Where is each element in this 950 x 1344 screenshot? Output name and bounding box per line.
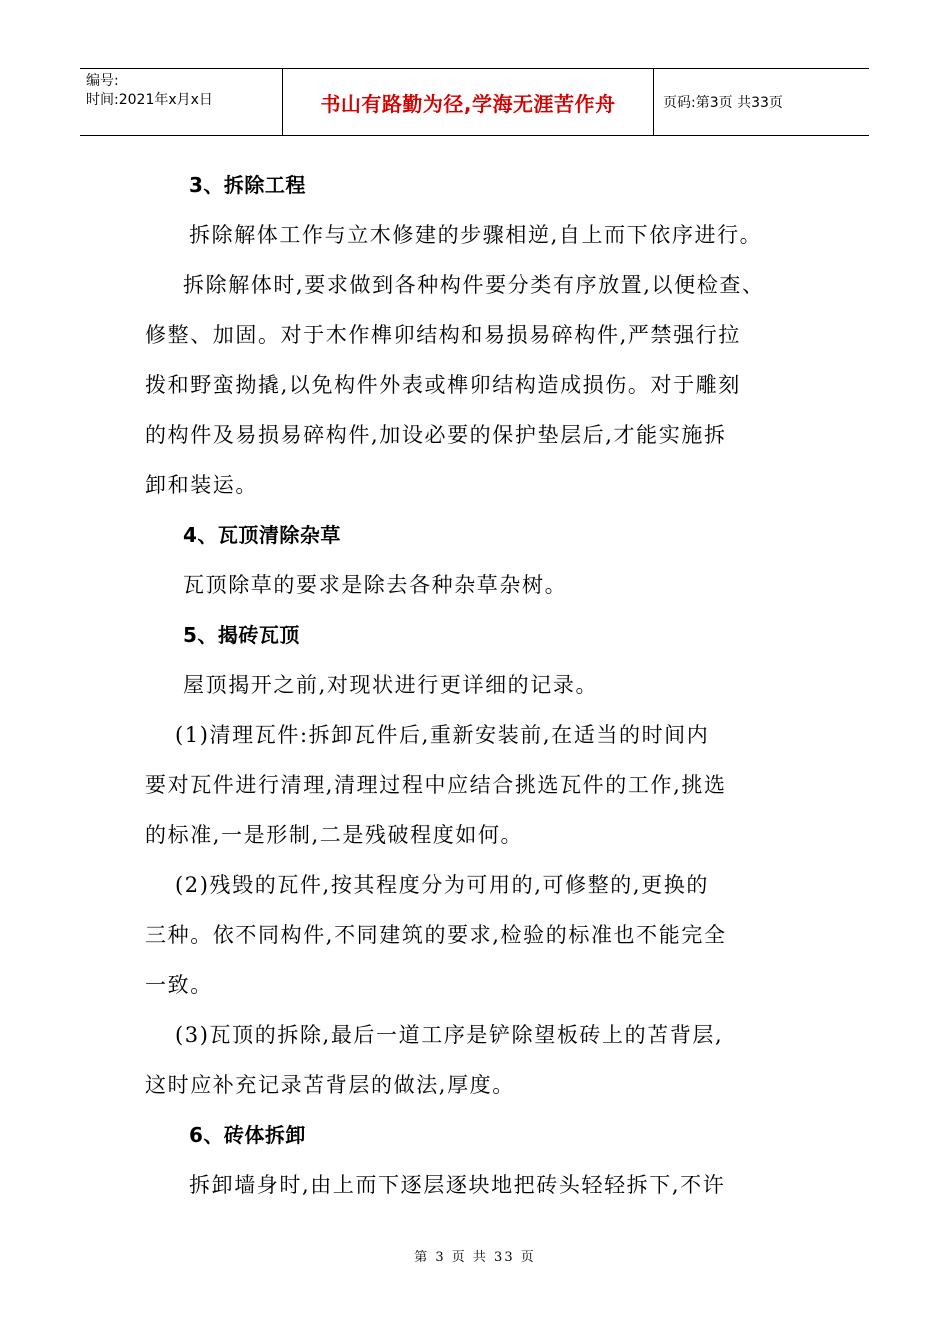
paragraph-line: 屋顶揭开之前,对现状进行更详细的记录。: [183, 673, 599, 697]
paragraph-line: 这时应补充记录苫背层的做法,厚度。: [145, 1073, 515, 1097]
paragraph-line: 要对瓦件进行清理,清理过程中应结合挑选瓦件的工作,挑选: [145, 773, 727, 797]
paragraph-line: 的标准,一是形制,二是残破程度如何。: [145, 823, 524, 847]
paragraph-line: (3)瓦顶的拆除,最后一道工序是铲除望板砖上的苫背层,: [175, 1023, 724, 1047]
section-heading: 3、拆除工程: [189, 173, 306, 197]
header-motto: 书山有路勤为径,学海无涯苦作舟: [320, 91, 616, 116]
paragraph-line: 拨和野蛮拗撬,以免构件外表或榫卯结构造成损伤。对于雕刻: [145, 373, 741, 397]
header-meta: [80, 69, 282, 135]
paragraph-line: 瓦顶除草的要求是除去各种杂草杂树。: [183, 573, 568, 597]
paragraph-line: 拆卸墙身时,由上而下逐层逐块地把砖头轻轻拆下,不许: [189, 1173, 726, 1197]
paragraph-line: 卸和装运。: [145, 473, 258, 497]
page-header: [80, 68, 869, 136]
paragraph-line: 拆除解体时,要求做到各种构件要分类有序放置,以便检查、: [183, 273, 765, 297]
paragraph-line: 三种。依不同构件,不同建筑的要求,检验的标准也不能完全: [145, 923, 727, 947]
document-number-label: 编号:: [86, 73, 119, 89]
paragraph-line: 拆除解体工作与立木修建的步骤相逆,自上而下依序进行。: [189, 223, 763, 247]
document-date-label: 时间:2021年x月x日: [86, 92, 213, 108]
paragraph-line: (2)残毁的瓦件,按其程度分为可用的,可修整的,更换的: [175, 873, 709, 897]
section-heading: 4、瓦顶清除杂草: [183, 523, 341, 547]
document-body: [145, 160, 825, 1210]
paragraph-line: 修整、加固。对于木作榫卯结构和易损易碎构件,严禁强行拉: [145, 323, 741, 347]
header-motto-cell: [282, 69, 654, 135]
page-footer: 第 3 页 共 33 页: [414, 1250, 536, 1265]
paragraph-line: 的构件及易损易碎构件,加设必要的保护垫层后,才能实施拆: [145, 423, 727, 447]
paragraph-line: (1)清理瓦件:拆卸瓦件后,重新安装前,在适当的时间内: [175, 723, 710, 747]
section-heading: 5、揭砖瓦顶: [183, 623, 300, 647]
header-page-info: 页码:第3页 共33页: [663, 95, 783, 111]
paragraph-line: 一致。: [145, 973, 213, 997]
section-heading: 6、砖体拆卸: [189, 1123, 306, 1147]
